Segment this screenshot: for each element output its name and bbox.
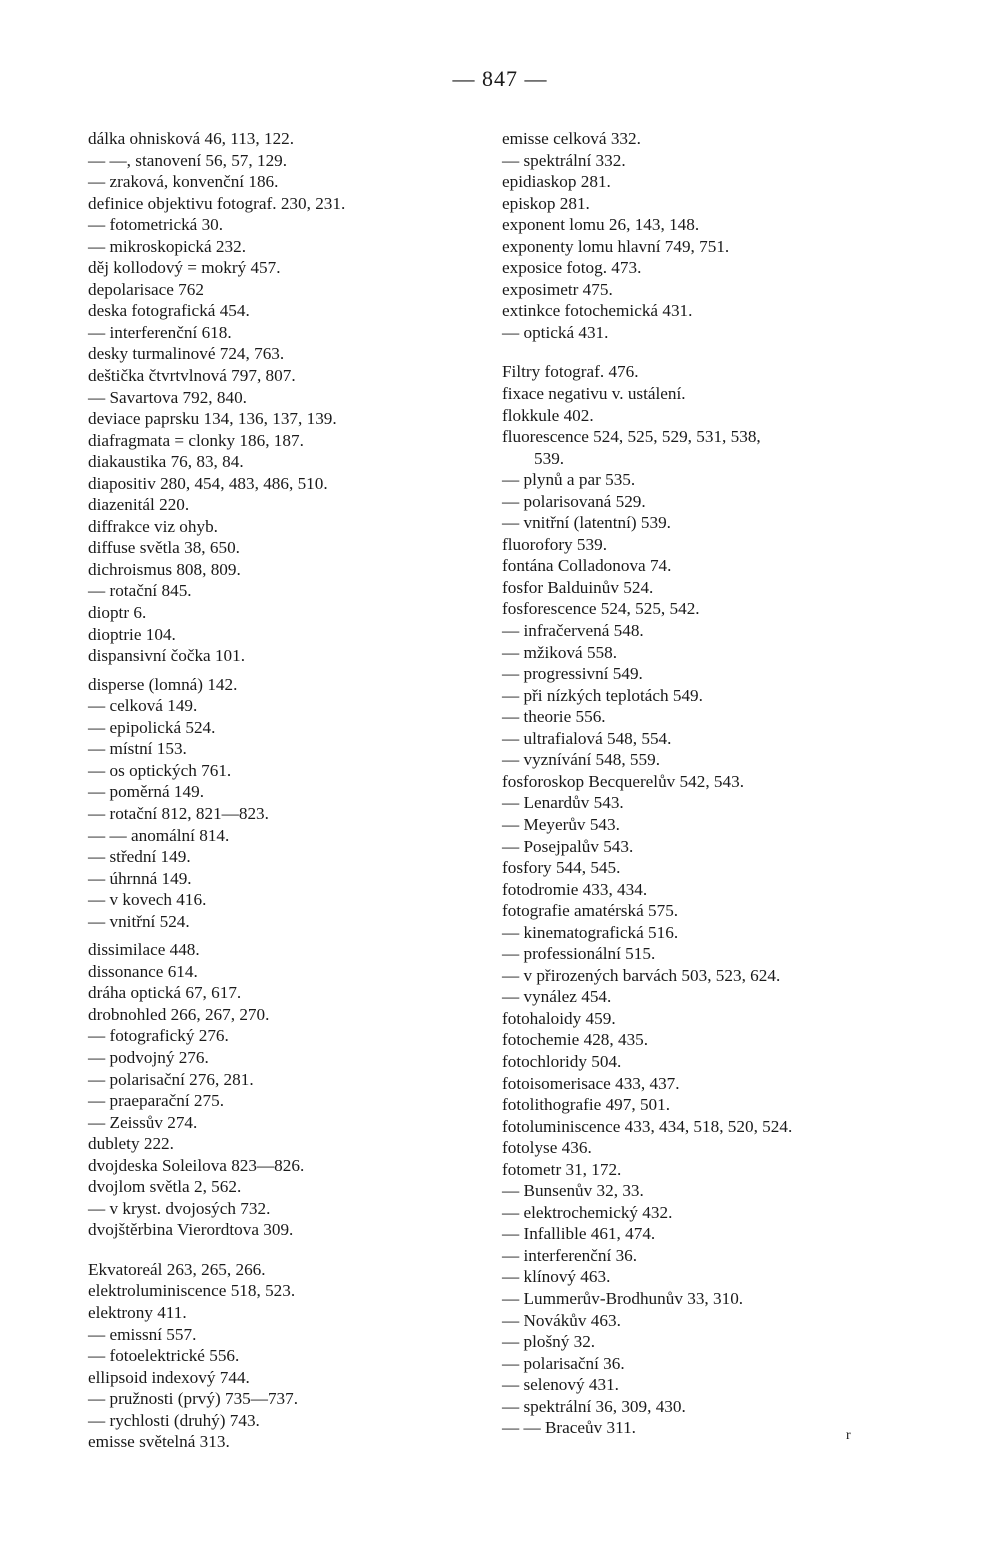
index-entry: fontána Colladonova 74. xyxy=(502,556,672,576)
index-entry: — podvojný 276. xyxy=(88,1047,209,1067)
index-entry: diffuse světla 38, 650. xyxy=(88,538,240,558)
stray-mark: r xyxy=(846,1428,851,1443)
index-entry: flokkule 402. xyxy=(502,405,594,425)
index-entry: fotodromie 433, 434. xyxy=(502,879,648,899)
index-entry: — v přirozených barvách 503, 523, 624. xyxy=(502,965,781,985)
index-entry: — mikroskopická 232. xyxy=(88,236,247,256)
index-entry: epidiaskop 281. xyxy=(502,172,611,192)
index-entry: — polarisační 36. xyxy=(502,1353,625,1373)
index-entry: — ultrafialová 548, 554. xyxy=(502,728,672,748)
index-entry: fotochemie 428, 435. xyxy=(502,1030,649,1050)
index-entry: fixace negativu v. ustálení. xyxy=(502,384,686,404)
index-entry: — pružnosti (prvý) 735—737. xyxy=(88,1389,299,1409)
index-entry: — spektrální 36, 309, 430. xyxy=(502,1396,686,1416)
index-entry: — infračervená 548. xyxy=(502,621,644,641)
index-entry: ellipsoid indexový 744. xyxy=(88,1367,250,1387)
index-entry: — selenový 431. xyxy=(502,1375,619,1395)
index-entry: — Lenardův 543. xyxy=(502,793,624,813)
index-entry: — kinematografická 516. xyxy=(502,922,679,942)
index-entry: — vynález 454. xyxy=(502,987,612,1007)
index-entry: diapositiv 280, 454, 483, 486, 510. xyxy=(88,473,328,493)
index-entry: děj kollodový = mokrý 457. xyxy=(88,258,281,278)
index-entry: fosfory 544, 545. xyxy=(502,858,621,878)
index-entry: episkop 281. xyxy=(502,193,590,213)
index-entry: — epipolická 524. xyxy=(88,717,216,737)
index-entry: — poměrná 149. xyxy=(88,782,204,802)
index-entry: — při nízkých teplotách 549. xyxy=(502,685,703,705)
index-entry: desky turmalinové 724, 763. xyxy=(88,344,285,364)
index-entry: — polarisační 276, 281. xyxy=(88,1069,254,1089)
index-entry: — vnitřní (latentní) 539. xyxy=(502,513,671,533)
index-entry: deska fotografická 454. xyxy=(88,301,250,321)
index-entry: fotolithografie 497, 501. xyxy=(502,1095,671,1115)
index-entry: fosforescence 524, 525, 542. xyxy=(502,599,700,619)
index-entry: — progressivní 549. xyxy=(502,664,643,684)
index-entry: — střední 149. xyxy=(88,847,191,867)
index-entry: depolarisace 762 xyxy=(88,279,204,299)
index-column-right xyxy=(502,128,932,1439)
index-entry: fotometr 31, 172. xyxy=(502,1159,622,1179)
index-entry: — fotoelektrické 556. xyxy=(88,1346,240,1366)
index-entry: fosforoskop Becquerelův 542, 543. xyxy=(502,771,745,791)
index-entry: fotoluminiscence 433, 434, 518, 520, 524. xyxy=(502,1116,793,1136)
index-entry: — klínový 463. xyxy=(502,1267,611,1287)
index-entry: — Infallible 461, 474. xyxy=(502,1224,656,1244)
index-entry: — rychlosti (druhý) 743. xyxy=(88,1410,260,1430)
index-entry: — plošný 32. xyxy=(502,1332,596,1352)
index-entry: exponenty lomu hlavní 749, 751. xyxy=(502,236,730,256)
index-entry: — místní 153. xyxy=(88,739,187,759)
index-entry: — fotografický 276. xyxy=(88,1026,229,1046)
index-entry: dvojštěrbina Vierordtova 309. xyxy=(88,1220,294,1240)
index-entry: — mžiková 558. xyxy=(502,642,618,662)
index-entry: — theorie 556. xyxy=(502,707,606,727)
index-entry: — polarisovaná 529. xyxy=(502,491,646,511)
index-entry: — Bunsenův 32, 33. xyxy=(502,1181,644,1201)
index-entry: — os optických 761. xyxy=(88,760,232,780)
index-entry: — Posejpalův 543. xyxy=(502,836,634,856)
index-entry: 539. xyxy=(534,448,565,468)
index-entry: extinkce fotochemická 431. xyxy=(502,301,693,321)
index-entry: — úhrnná 149. xyxy=(88,868,192,888)
index-entry: elektrony 411. xyxy=(88,1302,187,1322)
index-entry: dissonance 614. xyxy=(88,961,198,981)
index-entry: deviace paprsku 134, 136, 137, 139. xyxy=(88,409,337,429)
index-entry: deštička čtvrtvlnová 797, 807. xyxy=(88,366,296,386)
index-entry: — praeparační 275. xyxy=(88,1091,225,1111)
index-entry: dichroismus 808, 809. xyxy=(88,559,241,579)
index-entry: — rotační 845. xyxy=(88,581,192,601)
index-entry: exposice fotog. 473. xyxy=(502,258,642,278)
index-entry: diazenitál 220. xyxy=(88,495,190,515)
index-entry: dvojdeska Soleilova 823—826. xyxy=(88,1155,305,1175)
index-entry: — Meyerův 543. xyxy=(502,814,620,834)
index-entry: emisse celková 332. xyxy=(502,129,641,148)
index-entry: fluorofory 539. xyxy=(502,534,608,554)
index-entry: fotoisomerisace 433, 437. xyxy=(502,1073,680,1093)
index-entry: — interferenční 36. xyxy=(502,1245,638,1265)
index-entry: emisse světelná 313. xyxy=(88,1432,230,1452)
index-entry: exponent lomu 26, 143, 148. xyxy=(502,215,700,235)
index-entry: — optická 431. xyxy=(502,322,609,342)
index-entry: Filtry fotograf. 476. xyxy=(502,362,639,382)
index-entry: — spektrální 332. xyxy=(502,150,626,170)
index-entry: dráha optická 67, 617. xyxy=(88,983,242,1003)
index-entry: disperse (lomná) 142. xyxy=(88,674,238,694)
index-entry: definice objektivu fotograf. 230, 231. xyxy=(88,193,346,213)
index-entry: — celková 149. xyxy=(88,696,198,716)
index-entry: — rotační 812, 821—823. xyxy=(88,803,269,823)
index-entry: dvojlom světla 2, 562. xyxy=(88,1177,242,1197)
index-entry: — fotometrická 30. xyxy=(88,215,224,235)
index-entry: fotochloridy 504. xyxy=(502,1051,622,1071)
index-entry: — Novákův 463. xyxy=(502,1310,621,1330)
index-column-left xyxy=(88,128,488,1453)
index-entry: — professionální 515. xyxy=(502,944,656,964)
index-entry: dioptrie 104. xyxy=(88,624,176,644)
index-entry: diafragmata = clonky 186, 187. xyxy=(88,430,304,450)
index-entry: — Savartova 792, 840. xyxy=(88,387,247,407)
index-entry: elektroluminiscence 518, 523. xyxy=(88,1281,296,1301)
index-entry: — elektrochemický 432. xyxy=(502,1202,673,1222)
index-entry: — zraková, konvenční 186. xyxy=(88,172,279,192)
index-entry: — Zeissův 274. xyxy=(88,1112,198,1132)
index-entry: dispansivní čočka 101. xyxy=(88,646,246,666)
index-entry: — v kryst. dvojosých 732. xyxy=(88,1198,271,1218)
index-entry: — — Braceův 311. xyxy=(502,1418,636,1438)
index-entry: drobnohled 266, 267, 270. xyxy=(88,1004,270,1024)
index-entry: — Lummerův-Brodhunův 33, 310. xyxy=(502,1288,744,1308)
index-entry: — plynů a par 535. xyxy=(502,470,636,490)
index-entry: fluorescence 524, 525, 529, 531, 538, xyxy=(502,427,761,447)
index-entry: diffrakce viz ohyb. xyxy=(88,516,218,536)
index-entry: — vnitřní 524. xyxy=(88,911,190,931)
index-entry: dublety 222. xyxy=(88,1134,174,1154)
index-entry: dissimilace 448. xyxy=(88,940,200,960)
index-entry: — vyznívání 548, 559. xyxy=(502,750,661,770)
index-entry: — — anomální 814. xyxy=(88,825,230,845)
index-entry: — v kovech 416. xyxy=(88,890,207,910)
index-entry: fotolyse 436. xyxy=(502,1138,592,1158)
index-entry: — emissní 557. xyxy=(88,1324,197,1344)
page-number: — 847 — xyxy=(452,66,548,91)
index-entry: diakaustika 76, 83, 84. xyxy=(88,452,244,472)
index-entry: exposimetr 475. xyxy=(502,279,613,299)
index-entry: dioptr 6. xyxy=(88,603,147,623)
index-entry: dálka ohnisková 46, 113, 122. xyxy=(88,129,295,148)
index-entry: Ekvatoreál 263, 265, 266. xyxy=(88,1259,266,1279)
index-entry: fotografie amatérská 575. xyxy=(502,901,679,921)
index-entry: fotohaloidy 459. xyxy=(502,1008,616,1028)
index-entry: — interferenční 618. xyxy=(88,322,232,342)
index-entry: fosfor Balduinův 524. xyxy=(502,577,654,597)
index-entry: — —, stanovení 56, 57, 129. xyxy=(88,150,288,170)
